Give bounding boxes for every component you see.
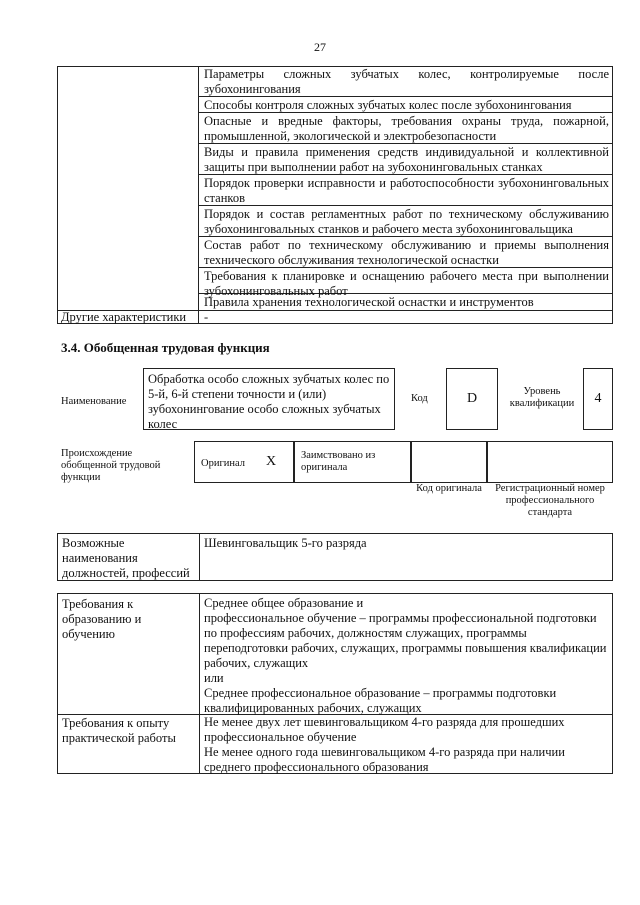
original-label: Оригинал (201, 458, 245, 469)
table-row: Способы контроля сложных зубчатых колес после зубохонингования (199, 97, 613, 113)
experience-value (204, 715, 608, 775)
education-label: Требования к образованию и обучению (62, 597, 142, 641)
table-row: Правила хранения технологической оснастки и инструментов (204, 295, 534, 309)
education-line: Среднее профессиональное образование – программы подготовки квалифицированных рабочих, служащих (204, 686, 557, 715)
borrowed-label: Заимствовано из оригинала (301, 450, 376, 473)
knowledge-table-left-cell (57, 66, 199, 310)
positions-table (57, 533, 613, 581)
original-mark: X (266, 454, 277, 469)
experience-line: Не менее одного года шевинговальщиком 4-го разряда при наличии среднего профессионального образования (204, 745, 565, 774)
column-divider (199, 594, 200, 773)
education-line: или (204, 671, 224, 685)
registration-number-caption: Регистрационный номер профессионального стандарта (495, 483, 605, 518)
registration-number-cell (487, 441, 613, 483)
borrowed-cell (294, 441, 411, 483)
function-name-box: Обработка особо сложных зубчатых колес по 5-й, 6-й степени точности и (или) зубохонингование особо сложных зубчатых колес (143, 368, 395, 430)
original-cell (194, 441, 294, 483)
positions-value: Шевинговальщик 5-го разряда (204, 536, 367, 550)
table-row: Порядок и состав регламентных работ по техническому обслуживанию зубохонинговальных станков и рабочего места зубохонинговальщика (199, 206, 613, 237)
education-line: профессиональное обучение – программы профессиональной подготовки по профессиям рабочих, должностям служащих, программы переподготовки рабочих, служащих, программы повышения квалификации рабочих, служащих (204, 611, 607, 670)
code-value-box: D (446, 368, 498, 430)
original-code-caption: Код оригинала (416, 483, 482, 494)
table-row: Порядок проверки исправности и работоспособности зубохонинговальных станков (199, 175, 613, 206)
table-row: Состав работ по техническому обслуживанию и приемы выполнения технического обслуживания технологической оснастки (199, 237, 613, 268)
code-label: Код (411, 393, 428, 404)
positions-label: Возможные наименования должностей, профессий (58, 534, 200, 580)
level-label: Уровень квалификации (509, 386, 575, 409)
section-title: 3.4. Обобщенная трудовая функция (61, 340, 270, 355)
education-value (204, 596, 608, 716)
other-characteristics-value: - (199, 310, 613, 324)
requirements-table (57, 593, 613, 774)
table-row: Требования к планировке и оснащению рабочего места при выполнении зубохонинговальных работ (199, 268, 613, 294)
table-row: Виды и правила применения средств индивидуальной и коллективной защиты при выполнении работ на зубохонинговальных станках (199, 144, 613, 175)
level-value-box: 4 (583, 368, 613, 430)
table-row: Параметры сложных зубчатых колес, контролируемые после зубохонингования (199, 66, 613, 97)
experience-label: Требования к опыту практической работы (62, 716, 176, 745)
experience-line: Не менее двух лет шевинговальщиком 4-го разряда для прошедших профессиональное обучение (204, 715, 565, 744)
education-line: Среднее общее образование и (204, 596, 364, 610)
table-row: Опасные и вредные факторы, требования охраны труда, пожарной, промышленной, экологической и электробезопасности (199, 113, 613, 144)
original-code-cell (411, 441, 487, 483)
other-characteristics-label: Другие характеристики (57, 310, 199, 324)
name-label: Наименование (61, 396, 127, 407)
page-number: 27 (314, 40, 326, 54)
origin-label: Происхождение обобщенной трудовой функции (61, 448, 161, 483)
